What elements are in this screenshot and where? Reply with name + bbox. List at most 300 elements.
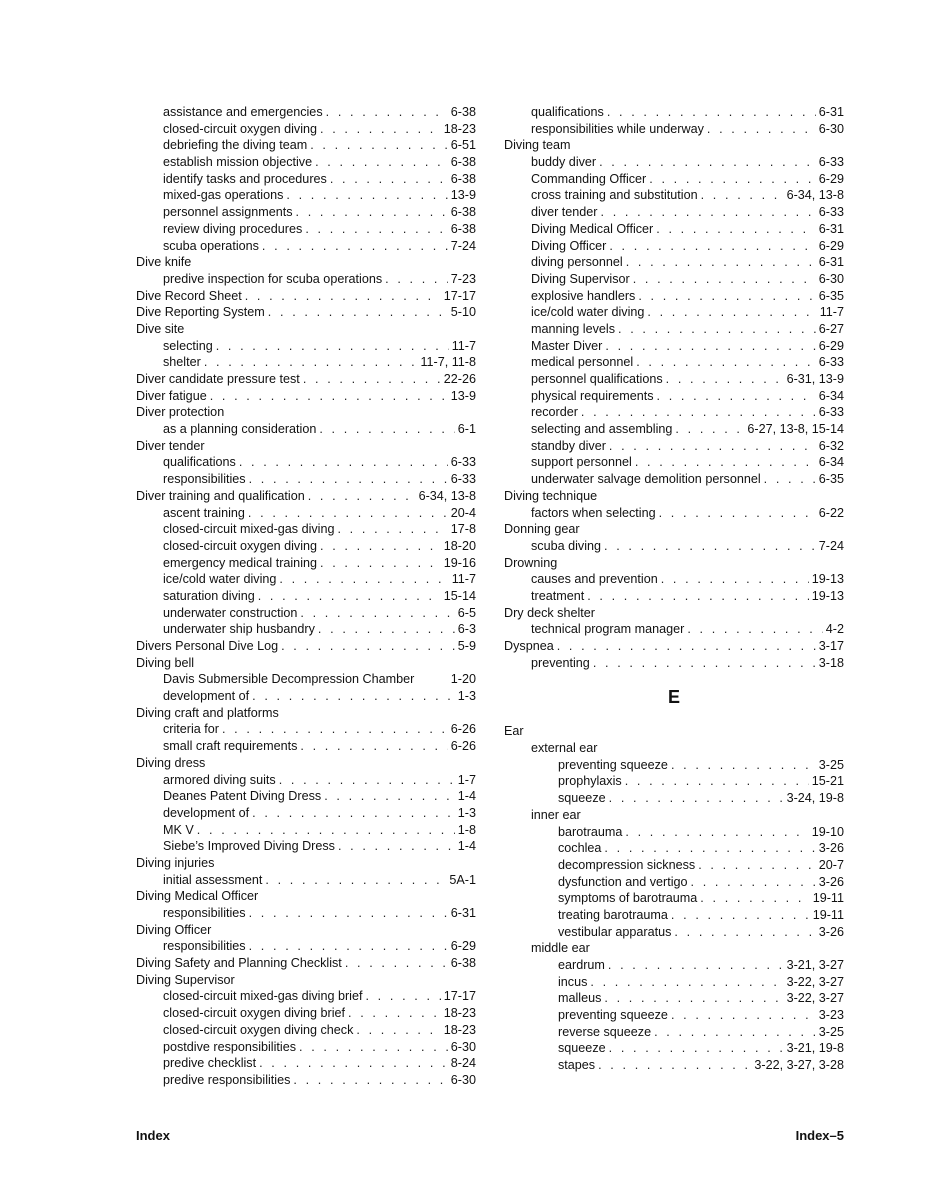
entry-page-ref: 6-31, 13-9 <box>786 372 844 386</box>
entry-term: causes and prevention <box>531 572 658 587</box>
dot-leader <box>635 454 816 471</box>
dot-leader <box>593 655 816 672</box>
entry-term: predive checklist <box>163 1056 257 1071</box>
entry-term: underwater construction <box>163 605 298 620</box>
index-subentry <box>136 738 476 755</box>
entry-term: closed-circuit oxygen diving <box>163 121 317 136</box>
index-heading <box>504 521 844 538</box>
entry-term: Dry deck shelter <box>504 605 595 620</box>
entry-page-ref: 18-23 <box>443 1006 476 1021</box>
dot-leader <box>557 638 816 655</box>
entry-page-ref: 6-33 <box>818 155 844 170</box>
entry-page-ref: 19-11 <box>812 891 844 906</box>
dot-leader <box>609 238 815 255</box>
entry-page-ref: 18-23 <box>443 1022 476 1037</box>
entry-term: Master Diver <box>531 338 603 353</box>
dot-leader <box>356 1022 440 1039</box>
dot-leader <box>656 221 816 238</box>
index-subentry <box>504 471 844 488</box>
dot-leader <box>671 907 810 924</box>
entry-page-ref: 11-7 <box>451 338 476 353</box>
d-entries-list <box>504 104 844 671</box>
index-subentry <box>504 757 844 774</box>
entry-page-ref: 3-23 <box>818 1008 844 1023</box>
entry-term: establish mission objective <box>163 155 313 170</box>
entry-term: small craft requirements <box>163 739 298 754</box>
entry-term: Siebe’s Improved Diving Dress <box>163 839 335 854</box>
index-heading <box>136 371 476 388</box>
index-subentry <box>136 1072 476 1089</box>
entry-page-ref: 6-35 <box>818 472 844 487</box>
entry-term: shelter <box>163 355 201 370</box>
index-subentry <box>504 338 844 355</box>
left-index-column <box>136 104 476 1089</box>
entry-term: incus <box>558 974 588 989</box>
entry-term: Diving Supervisor <box>531 271 630 286</box>
dot-leader <box>636 354 816 371</box>
entry-page-ref: 3-17 <box>818 639 844 653</box>
index-subentry <box>504 104 844 121</box>
entry-page-ref: 3-21, 3-27 <box>786 958 844 972</box>
index-subentry <box>136 171 476 188</box>
index-heading <box>136 288 476 305</box>
index-subentry <box>504 288 844 305</box>
entry-term: preventing <box>531 655 590 670</box>
index-subentry <box>504 1057 844 1074</box>
entry-term: development of <box>163 689 250 704</box>
entry-term: Davis Submersible Decompression Chamber <box>163 672 415 687</box>
dot-leader <box>659 505 816 522</box>
index-subentry <box>504 421 844 438</box>
entry-term: Dive Record Sheet <box>136 288 242 303</box>
dot-leader <box>605 338 815 355</box>
entry-term: factors when selecting <box>531 505 656 520</box>
entry-term: dysfunction and vertigo <box>558 874 688 889</box>
dot-leader <box>633 271 816 288</box>
dot-leader <box>587 588 809 605</box>
dot-leader <box>601 204 816 221</box>
entry-page-ref: 6-34 <box>818 388 844 403</box>
dot-leader <box>604 840 815 857</box>
entry-page-ref: 5-9 <box>457 639 476 653</box>
index-subentry <box>136 1022 476 1039</box>
entry-term: Deanes Patent Diving Dress <box>163 789 322 804</box>
dot-leader <box>607 104 816 121</box>
dot-leader <box>259 1055 448 1072</box>
dot-leader <box>609 1040 784 1057</box>
index-subentry <box>504 238 844 255</box>
entry-term: debriefing the diving team <box>163 138 308 153</box>
index-subentry <box>504 890 844 907</box>
index-subentry <box>136 588 476 605</box>
index-subentry <box>504 1007 844 1024</box>
dot-leader <box>625 773 809 790</box>
dot-leader <box>687 621 822 638</box>
entry-page-ref: 6-26 <box>450 722 476 737</box>
dot-leader <box>338 838 455 855</box>
entry-term: Dive knife <box>136 255 192 270</box>
entry-page-ref: 1-3 <box>457 805 476 820</box>
entry-term: predive inspection for scuba operations <box>163 271 383 286</box>
entry-page-ref: 19-11 <box>812 907 844 922</box>
index-heading <box>136 304 476 321</box>
index-subentry <box>136 471 476 488</box>
entry-page-ref: 6-27 <box>818 321 844 336</box>
entry-page-ref: 6-38 <box>450 155 476 170</box>
entry-term: cochlea <box>558 841 602 856</box>
index-subentry <box>136 238 476 255</box>
entry-page-ref: 7-24 <box>818 538 844 553</box>
entry-term: preventing squeeze <box>558 1008 668 1023</box>
entry-term: middle ear <box>531 941 590 956</box>
entry-term: malleus <box>558 991 602 1006</box>
entry-term: identify tasks and procedures <box>163 171 327 186</box>
entry-page-ref: 3-24, 19-8 <box>786 791 844 806</box>
entry-page-ref: 6-31 <box>818 105 844 119</box>
entry-term: Diving Officer <box>531 238 607 253</box>
index-subentry <box>136 221 476 238</box>
entry-term: Commanding Officer <box>531 171 647 186</box>
dot-leader <box>279 571 448 588</box>
entry-page-ref: 3-22, 3-27, 3-28 <box>754 1058 844 1073</box>
index-heading <box>504 488 844 505</box>
entry-page-ref: 6-29 <box>818 171 844 186</box>
dot-leader <box>222 721 448 738</box>
index-heading <box>136 755 476 772</box>
dot-leader <box>590 974 783 991</box>
index-heading <box>136 488 476 505</box>
dot-leader <box>666 371 784 388</box>
index-subentry <box>136 121 476 138</box>
entry-page-ref: 20-7 <box>818 857 844 872</box>
footer-label: Index <box>136 1128 170 1143</box>
dot-leader <box>581 404 816 421</box>
index-subentry <box>136 104 476 121</box>
dot-leader <box>286 187 447 204</box>
entry-page-ref: 6-33 <box>818 355 844 370</box>
index-subentry <box>136 137 476 154</box>
entry-term: Diving injuries <box>136 855 215 870</box>
dot-leader <box>609 790 784 807</box>
dot-leader <box>674 924 815 941</box>
index-subentry <box>136 671 476 688</box>
right-index-column <box>504 104 844 1074</box>
index-heading <box>136 254 476 271</box>
index-heading <box>136 705 476 722</box>
index-subentry <box>136 721 476 738</box>
index-subentry <box>136 822 476 839</box>
entry-term: Diver protection <box>136 405 225 420</box>
page-number: Index–5 <box>795 1128 844 1143</box>
dot-leader <box>320 121 441 138</box>
dot-leader <box>691 874 816 891</box>
entry-term: Diving bell <box>136 655 195 670</box>
entry-page-ref: 11-7 <box>451 572 476 587</box>
entry-page-ref: 5-10 <box>450 305 476 320</box>
entry-term: Diving Supervisor <box>136 972 235 987</box>
entry-page-ref: 1-3 <box>457 689 476 704</box>
index-subentry <box>504 807 844 824</box>
entry-page-ref: 22-26 <box>443 372 476 386</box>
index-heading <box>136 638 476 655</box>
dot-leader <box>324 788 455 805</box>
entry-term: closed-circuit oxygen diving <box>163 538 317 553</box>
index-heading <box>504 555 844 572</box>
dot-leader <box>249 471 448 488</box>
dot-leader <box>764 471 816 488</box>
index-subentry <box>504 371 844 388</box>
index-subentry <box>136 1005 476 1022</box>
entry-term: Donning gear <box>504 522 580 537</box>
entry-page-ref: 6-1 <box>457 422 476 437</box>
dot-leader <box>345 955 448 972</box>
dot-leader <box>604 538 816 555</box>
dot-leader <box>210 388 448 405</box>
dot-leader <box>326 104 448 121</box>
entry-page-ref: 6-38 <box>450 171 476 186</box>
dot-leader <box>204 354 418 371</box>
index-subentry <box>504 505 844 522</box>
index-subentry <box>136 988 476 1005</box>
index-subentry <box>504 304 844 321</box>
entry-page-ref: 6-27, 13-8, 15-14 <box>747 422 844 437</box>
index-subentry <box>136 905 476 922</box>
entry-page-ref: 11-7 <box>819 305 844 320</box>
index-subentry <box>136 605 476 622</box>
entry-page-ref: 18-20 <box>443 538 476 553</box>
dot-leader <box>608 957 784 974</box>
index-subentry <box>504 388 844 405</box>
entry-term: scuba diving <box>531 538 602 553</box>
dot-leader <box>281 638 455 655</box>
index-heading <box>136 888 476 905</box>
entry-page-ref: 13-9 <box>450 388 476 403</box>
dot-leader <box>310 137 448 154</box>
index-subentry <box>136 805 476 822</box>
entry-page-ref: 6-30 <box>450 1072 476 1087</box>
dot-leader <box>245 288 441 305</box>
dot-leader <box>239 454 448 471</box>
entry-page-ref: 5A-1 <box>449 872 476 887</box>
entry-term: squeeze <box>558 791 606 806</box>
index-subentry <box>136 1055 476 1072</box>
entry-page-ref: 17-17 <box>443 288 476 303</box>
index-subentry <box>504 154 844 171</box>
entry-term: Dive site <box>136 321 185 336</box>
entry-term: responsibilities <box>163 472 246 487</box>
entry-page-ref: 6-34, 13-8 <box>786 188 844 203</box>
entry-page-ref: 6-33 <box>450 472 476 487</box>
entry-term: symptoms of barotrauma <box>558 891 698 906</box>
entry-page-ref: 1-4 <box>457 789 476 804</box>
entry-term: inner ear <box>531 807 581 822</box>
entry-term: manning levels <box>531 321 616 336</box>
entry-term: recorder <box>531 405 578 420</box>
index-heading <box>504 638 844 655</box>
dot-leader <box>265 872 446 889</box>
index-heading <box>136 404 476 421</box>
entry-page-ref: 19-13 <box>811 588 844 603</box>
dot-leader <box>657 388 816 405</box>
dot-leader <box>599 154 816 171</box>
entry-page-ref: 6-33 <box>450 455 476 470</box>
entry-term: cross training and substitution <box>531 188 698 203</box>
index-subentry <box>504 957 844 974</box>
index-heading <box>136 922 476 939</box>
dot-leader <box>330 171 448 188</box>
index-heading <box>504 137 844 154</box>
index-subentry <box>504 588 844 605</box>
entry-term: Diving craft and platforms <box>136 705 279 720</box>
index-heading <box>136 438 476 455</box>
entry-page-ref: 3-22, 3-27 <box>786 974 844 989</box>
dot-leader <box>385 271 448 288</box>
entry-page-ref: 3-21, 19-8 <box>786 1041 844 1056</box>
index-subentry <box>504 740 844 757</box>
entry-term: external ear <box>531 741 598 756</box>
index-subentry <box>136 772 476 789</box>
dot-leader <box>647 304 816 321</box>
dot-leader <box>249 938 448 955</box>
index-heading <box>136 655 476 672</box>
entry-term: Dive Reporting System <box>136 305 265 320</box>
entry-page-ref: 6-32 <box>818 438 844 453</box>
entry-page-ref: 1-7 <box>457 772 476 787</box>
entry-page-ref: 7-23 <box>450 271 476 286</box>
dot-leader <box>638 288 815 305</box>
entry-page-ref: 3-25 <box>818 757 844 772</box>
index-subentry <box>136 538 476 555</box>
index-subentry <box>136 338 476 355</box>
entry-page-ref: 6-22 <box>818 505 844 520</box>
entry-page-ref: 6-3 <box>457 622 476 637</box>
dot-leader <box>348 1005 441 1022</box>
index-subentry <box>136 354 476 371</box>
entry-page-ref: 6-34, 13-8 <box>418 488 476 503</box>
index-subentry <box>504 404 844 421</box>
index-subentry <box>136 621 476 638</box>
entry-term: mixed-gas operations <box>163 188 284 203</box>
entry-page-ref: 19-10 <box>811 824 844 839</box>
entry-term: underwater ship husbandry <box>163 622 315 637</box>
index-subentry <box>504 1024 844 1041</box>
entry-page-ref: 19-16 <box>443 555 476 570</box>
dot-leader <box>661 571 809 588</box>
entry-page-ref: 17-17 <box>443 989 476 1004</box>
index-subentry <box>136 571 476 588</box>
dot-leader <box>707 121 816 138</box>
index-subentry <box>136 204 476 221</box>
entry-page-ref: 20-4 <box>450 505 476 520</box>
index-heading <box>136 955 476 972</box>
dot-leader <box>625 824 808 841</box>
entry-term: Diving Medical Officer <box>531 221 654 236</box>
entry-page-ref: 3-22, 3-27 <box>786 991 844 1006</box>
entry-term: preventing squeeze <box>558 757 668 772</box>
index-subentry <box>504 790 844 807</box>
index-subentry <box>504 171 844 188</box>
index-subentry <box>504 354 844 371</box>
entry-page-ref: 7-24 <box>450 238 476 253</box>
entry-term: responsibilities <box>163 939 246 954</box>
index-subentry <box>504 655 844 672</box>
dot-leader <box>249 905 448 922</box>
index-subentry <box>136 154 476 171</box>
entry-term: treatment <box>531 588 585 603</box>
entry-term: decompression sickness <box>558 857 696 872</box>
dot-leader <box>337 521 447 538</box>
entry-page-ref: 6-33 <box>818 405 844 420</box>
entry-term: saturation diving <box>163 588 255 603</box>
dot-leader <box>319 421 454 438</box>
entry-term: postdive responsibilities <box>163 1039 297 1054</box>
entry-term: buddy diver <box>531 155 597 170</box>
entry-term: assistance and emergencies <box>163 105 323 119</box>
dot-leader <box>609 438 816 455</box>
entry-term: treating barotrauma <box>558 907 668 922</box>
index-heading <box>136 388 476 405</box>
index-subentry <box>504 571 844 588</box>
entry-page-ref: 6-31 <box>450 906 476 920</box>
entry-page-ref: 6-30 <box>818 121 844 136</box>
index-subentry <box>504 840 844 857</box>
entry-page-ref: 6-29 <box>818 338 844 353</box>
entry-term: standby diver <box>531 438 606 453</box>
index-subentry <box>136 505 476 522</box>
index-subentry <box>504 974 844 991</box>
entry-page-ref: 13-9 <box>450 188 476 203</box>
dot-leader <box>258 588 441 605</box>
dot-leader <box>365 988 440 1005</box>
dot-leader <box>308 488 416 505</box>
entry-term: Drowning <box>504 555 558 570</box>
entry-page-ref: 3-18 <box>818 655 844 670</box>
entry-page-ref: 6-30 <box>450 1039 476 1054</box>
entry-term: MK V <box>163 822 194 837</box>
entry-page-ref: 6-30 <box>818 271 844 286</box>
entry-term: qualifications <box>163 455 236 470</box>
index-heading <box>136 855 476 872</box>
entry-page-ref: 19-13 <box>811 572 844 587</box>
entry-term: medical personnel <box>531 355 634 370</box>
entry-term: Diver training and qualification <box>136 488 305 503</box>
entry-term: Diving technique <box>504 488 598 503</box>
entry-term: Diving dress <box>136 755 206 770</box>
entry-page-ref: 18-23 <box>443 121 476 136</box>
dot-leader <box>197 822 455 839</box>
entry-term: ascent training <box>163 505 245 520</box>
dot-leader <box>649 171 816 188</box>
entry-page-ref: 4-2 <box>825 622 844 637</box>
dot-leader <box>671 1007 816 1024</box>
entry-page-ref: 3-26 <box>818 924 844 939</box>
index-subentry <box>504 1040 844 1057</box>
index-heading <box>136 972 476 989</box>
index-subentry <box>136 938 476 955</box>
dot-leader <box>252 688 455 705</box>
index-subentry <box>504 271 844 288</box>
index-subentry <box>504 538 844 555</box>
entry-term: Diving Officer <box>136 922 212 937</box>
dot-leader <box>320 555 441 572</box>
dot-leader <box>315 154 448 171</box>
entry-page-ref: 6-31 <box>818 255 844 270</box>
index-subentry <box>136 838 476 855</box>
index-subentry <box>504 857 844 874</box>
index-heading <box>504 605 844 622</box>
entry-term: technical program manager <box>531 622 685 637</box>
entry-term: as a planning consideration <box>163 422 317 437</box>
